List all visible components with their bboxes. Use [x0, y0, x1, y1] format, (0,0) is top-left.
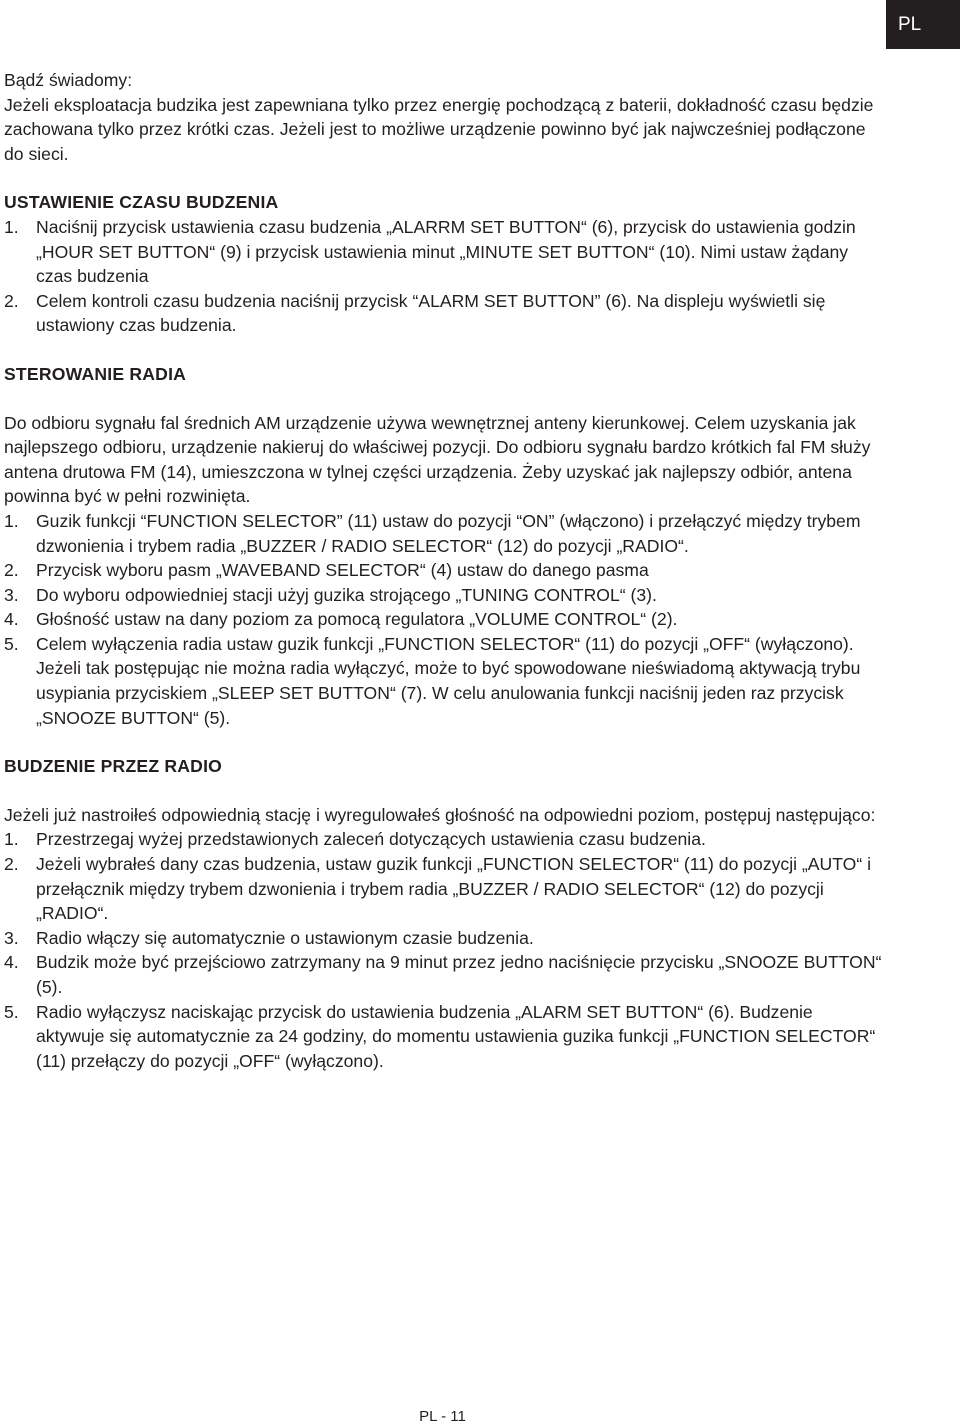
- list-item: [4, 607, 884, 632]
- list-item-text: Jeżeli wybrałeś dany czas budzenia, ustaw guzik funkcji „FUNCTION SELECTOR“ (11) do pozycji „AUTO“ i przełącznik między trybem dzwonienia i trybem radia „BUZZER / RADIO SELECTOR“ (12) do pozycji „RADIO“.: [36, 854, 871, 924]
- list-item-number: 3.: [4, 584, 19, 605]
- list-item-text: Naciśnij przycisk ustawienia czasu budzenia „ALARRM SET BUTTON“ (6), przycisk do ustawienia godzin „HOUR SET BUTTON“ (9) i przycisk ustawienia minut „MINUTE SET BUTTON“ (10). Nimi ustaw żądany czas budzenia: [36, 216, 856, 287]
- section-heading-radio-control: STEROWANIE RADIA: [4, 363, 187, 384]
- list-item-text: Radio wyłączysz naciskając przycisk do ustawienia budzenia „ALARM SET BUTTON“ (6). Budzenie aktywuje się automatycznie za 24 godziny, do momentu ustawienia guzika funkcji „FUNCTION SELECTOR“ (11) przełączy do pozycji „OFF“ (wyłączono).: [36, 1001, 876, 1071]
- list-item-text: Celem wyłączenia radia ustaw guzik funkcji „FUNCTION SELECTOR“ (11) do pozycji „OFF“ (wyłączono). Jeżeli tak postępując nie można radia wyłączyć, może to być spowodowane nieświadomą aktywacją trybu usypiania przyciskiem „SLEEP SET BUTTON“ (7). W celu anulowania funkcji naciśnij jeden raz przycisk „SNOOZE BUTTON“ (5).: [36, 633, 861, 728]
- list-item-number: 2.: [4, 290, 19, 311]
- list-item: [4, 852, 884, 926]
- list-item-text: Do wyboru odpowiedniej stacji użyj guzika strojącego „TUNING CONTROL“ (3).: [36, 584, 657, 605]
- list-item-text: Radio włączy się automatycznie o ustawionym czasie budzenia.: [36, 927, 534, 948]
- list-item-number: 4.: [4, 609, 19, 630]
- list-item-text: Guzik funkcji “FUNCTION SELECTOR” (11) ustaw do pozycji “ON” (włączono) i przełączyć między trybem dzwonienia i trybem radia „BUZZER / RADIO SELECTOR“ (12) do pozycji „RADIO“.: [36, 510, 861, 556]
- list-item-number: 1.: [4, 829, 19, 850]
- list-item-text: Przestrzegaj wyżej przedstawionych zaleceń dotyczących ustawienia czasu budzenia.: [36, 829, 706, 850]
- list-item-text: Budzik może być przejściowo zatrzymany na 9 minut przez jedno naciśnięcie przycisku „SNOOZE BUTTON“ (5).: [36, 952, 882, 997]
- list-item: [4, 632, 884, 730]
- intro-text: Jeżeli eksploatacja budzika jest zapewniana tylko przez energię pochodzącą z baterii, dokładność czasu będzie zachowana tylko przez krótki czas. Jeżeli jest to możliwe urządzenie powinno być jak najwcześniej podłączone do sieci.: [4, 94, 874, 164]
- section-heading-alarm-time: USTAWIENIE CZASU BUDZENIA: [4, 192, 279, 213]
- list-item-number: 3.: [4, 927, 19, 948]
- radio-wake-steps: [4, 827, 884, 1073]
- list-item-text: Przycisk wyboru pasm „WAVEBAND SELECTOR“ (4) ustaw do danego pasma: [36, 560, 649, 581]
- list-item-number: 1.: [4, 510, 19, 531]
- list-item-number: 5.: [4, 633, 19, 654]
- page-number: PL - 11: [419, 1408, 466, 1425]
- page-content: [4, 68, 884, 1073]
- list-item: [4, 950, 884, 999]
- alarm-time-steps: [4, 215, 884, 338]
- list-item: [4, 583, 884, 608]
- list-item-number: 2.: [4, 854, 19, 875]
- list-item: [4, 215, 884, 289]
- radio-control-steps: [4, 509, 884, 730]
- section-heading-radio-wake: BUDZENIE PRZEZ RADIO: [4, 756, 223, 777]
- radio-control-paragraph: Do odbioru sygnału fal średnich AM urządzenie używa wewnętrznej anteny kierunkowej. Celem uzyskania jak najlepszego odbioru, urządzenie nakieruj do właściwej pozycji. Do odbioru sygnału bardzo krótkich fal FM służy antena drutowa FM (14), umieszczona w tylnej części urządzenia. Żeby uzyskać jak najlepszy odbiór, antena powinna być w pełni rozwinięta.: [4, 412, 871, 507]
- intro-label: Bądź świadomy:: [4, 70, 133, 90]
- list-item: [4, 926, 884, 951]
- list-item: [4, 558, 884, 583]
- list-item-number: 1.: [4, 216, 19, 237]
- list-item-number: 4.: [4, 952, 19, 973]
- list-item: [4, 289, 884, 338]
- list-item: [4, 509, 884, 558]
- radio-wake-paragraph: Jeżeli już nastroiłeś odpowiednią stację i wyregulowałeś głośność na odpowiedni poziom, postępuj następująco:: [4, 804, 876, 825]
- list-item-number: 2.: [4, 560, 19, 581]
- list-item: [4, 1000, 884, 1074]
- list-item-text: Celem kontroli czasu budzenia naciśnij przycisk “ALARM SET BUTTON” (6). Na displeju wyświetli się ustawiony czas budzenia.: [36, 290, 826, 336]
- language-tab: PL: [886, 0, 960, 49]
- list-item: [4, 827, 884, 852]
- list-item-number: 5.: [4, 1001, 19, 1022]
- list-item-text: Głośność ustaw na dany poziom za pomocą regulatora „VOLUME CONTROL“ (2).: [36, 609, 678, 630]
